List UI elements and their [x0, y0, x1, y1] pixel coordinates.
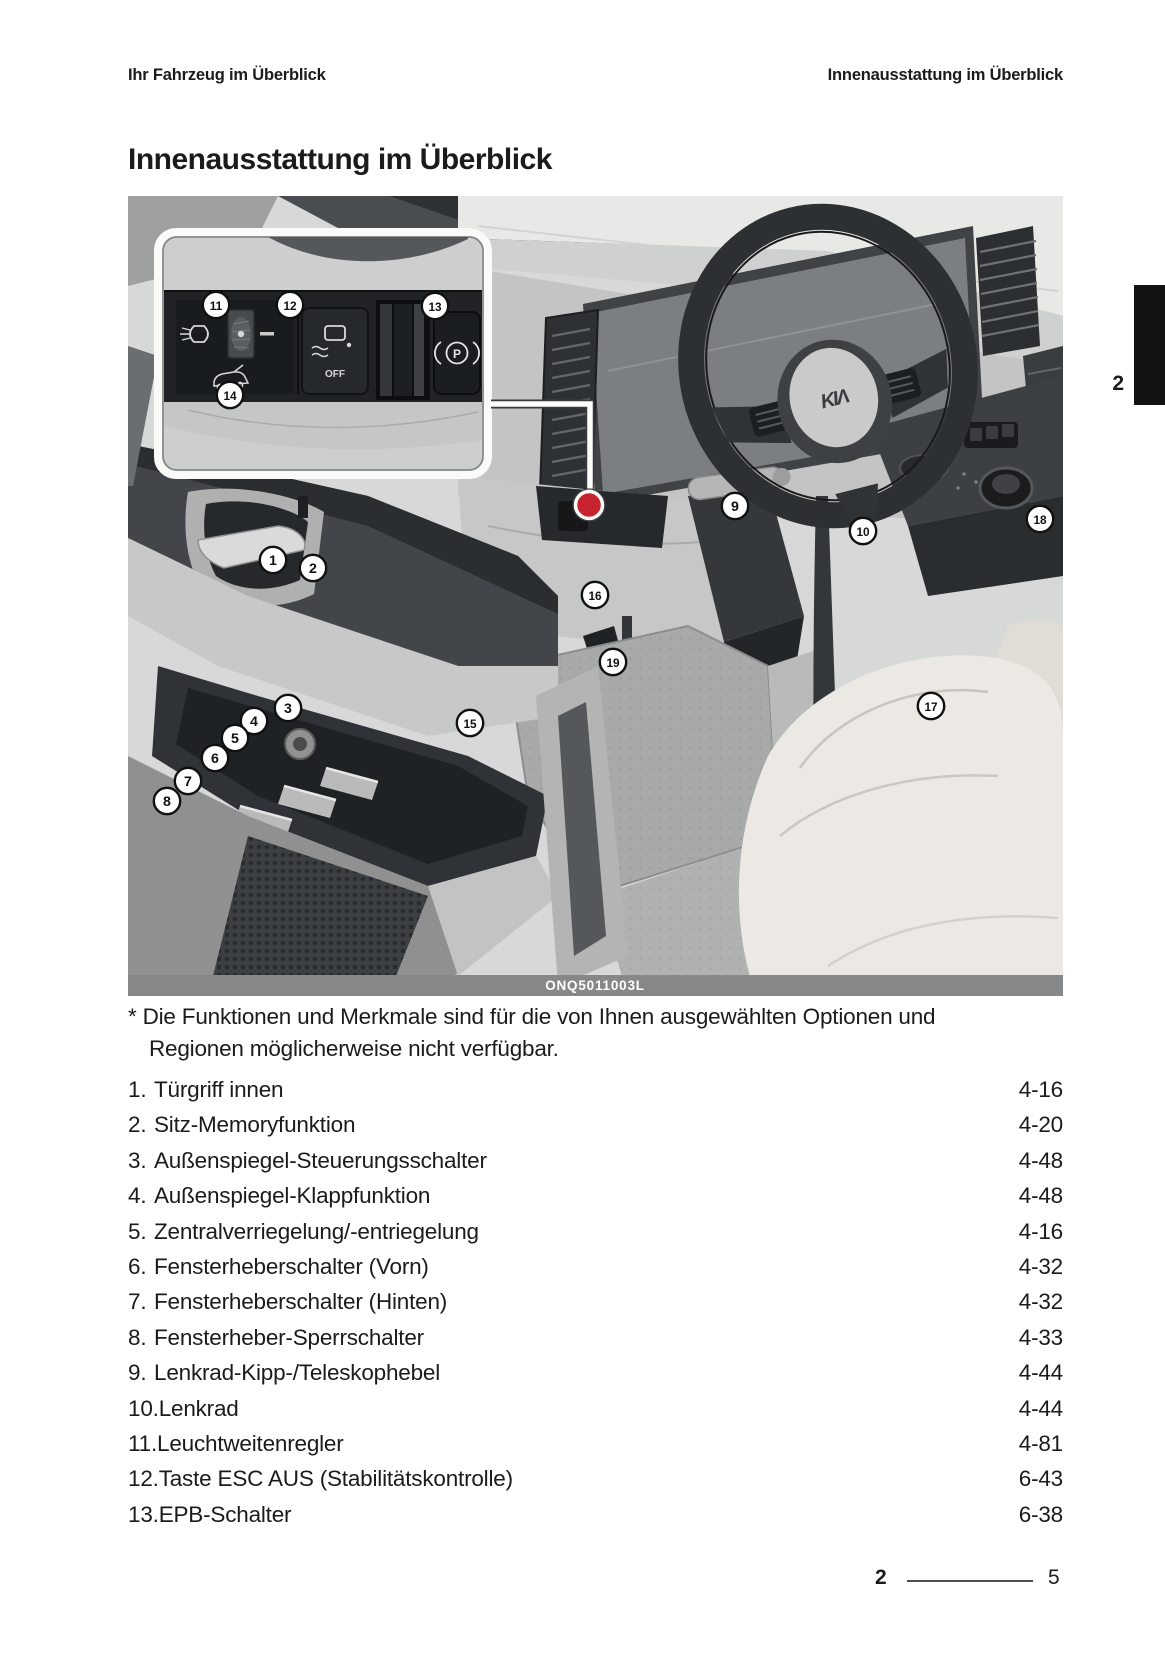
item-page-ref: 6-43	[1018, 1466, 1063, 1492]
list-item	[128, 1072, 1063, 1107]
chapter-tab	[1134, 285, 1165, 405]
svg-text:16: 16	[588, 588, 602, 603]
callout-11	[203, 292, 229, 318]
callout-3	[275, 695, 301, 721]
item-page-ref: 6-38	[1018, 1501, 1063, 1527]
item-number: 3.	[128, 1147, 147, 1173]
item-number: 4.	[128, 1183, 147, 1209]
item-label: Sitz-Memoryfunktion	[154, 1112, 356, 1138]
item-label: Türgriff innen	[154, 1077, 284, 1102]
item-page-ref: 4-32	[1018, 1253, 1063, 1279]
panel-rocker-lever	[376, 300, 430, 400]
svg-text:10: 10	[856, 524, 870, 539]
item-number: 2.	[128, 1112, 147, 1138]
svg-text:19: 19	[606, 655, 620, 670]
list-item	[128, 1355, 1063, 1390]
callout-19	[600, 649, 626, 675]
esc-off-button	[302, 308, 368, 394]
svg-text:6: 6	[211, 750, 219, 767]
callout-8	[154, 788, 180, 814]
figure-caption: ONQ5011003L	[545, 978, 645, 993]
svg-text:5: 5	[231, 730, 239, 747]
item-label: EPB-Schalter	[158, 1501, 292, 1527]
running-header-right: Innenausstattung im Überblick	[827, 66, 1063, 84]
item-number: 9.	[128, 1360, 147, 1386]
esc-off-label: OFF	[325, 369, 345, 380]
inset-switch-panel	[155, 229, 491, 478]
svg-text:14: 14	[223, 388, 237, 403]
list-item	[128, 1143, 1063, 1178]
item-page-ref: 4-16	[1018, 1218, 1063, 1244]
item-page-ref: 4-48	[1018, 1147, 1063, 1173]
callout-7	[175, 768, 201, 794]
list-item	[128, 1426, 1063, 1461]
svg-text:2: 2	[309, 560, 317, 577]
callout-17	[918, 693, 944, 719]
item-label: Fensterheber-Sperrschalter	[154, 1324, 424, 1350]
callout-10	[850, 518, 876, 544]
epb-label: P	[452, 347, 462, 361]
callout-12	[277, 292, 303, 318]
item-number: 10.	[128, 1395, 159, 1421]
footer-page: 5	[1048, 1566, 1060, 1589]
list-item	[128, 1497, 1063, 1532]
svg-text:4: 4	[250, 713, 258, 730]
item-label: Fensterheberschalter (Vorn)	[154, 1253, 429, 1279]
interior-overview-figure	[128, 196, 1063, 996]
svg-text:8: 8	[163, 793, 171, 810]
item-page-ref: 4-44	[1018, 1360, 1063, 1386]
footnote-line2: Regionen möglicherweise nicht verfügbar.	[149, 1036, 559, 1061]
item-label: Lenkrad	[158, 1395, 239, 1421]
interior-illustration	[128, 196, 1063, 996]
item-page-ref: 4-32	[1018, 1289, 1063, 1315]
callout-2	[300, 555, 326, 581]
item-number: 13.	[128, 1501, 159, 1527]
footer-chapter: 2	[875, 1566, 887, 1589]
callout-15	[457, 710, 483, 736]
svg-text:11: 11	[209, 298, 223, 313]
item-label: Leuchtweitenregler	[157, 1430, 344, 1456]
item-number: 6.	[128, 1253, 147, 1279]
item-label: Lenkrad-Kipp-/Teleskophebel	[154, 1360, 441, 1386]
footnote	[128, 1001, 1063, 1065]
item-page-ref: 4-20	[1018, 1112, 1063, 1138]
component-list	[128, 1072, 1063, 1532]
callout-18	[1027, 506, 1053, 532]
callout-14	[217, 382, 243, 408]
item-label: Zentralverriegelung/-entriegelung	[154, 1218, 479, 1244]
item-label: Fensterheberschalter (Hinten)	[154, 1289, 448, 1315]
item-number: 11.	[128, 1430, 158, 1456]
footnote-line1: * Die Funktionen und Merkmale sind für die von Ihnen ausgewählten Optionen und	[128, 1004, 936, 1029]
red-locator-dot	[576, 492, 603, 519]
item-label: Außenspiegel-Klappfunktion	[154, 1183, 431, 1209]
callout-9	[722, 493, 748, 519]
callout-6	[202, 745, 228, 771]
running-header	[128, 66, 1063, 85]
chapter-tab-number: 2	[1112, 372, 1124, 395]
callout-16	[582, 582, 608, 608]
svg-text:9: 9	[731, 498, 739, 515]
list-item	[128, 1249, 1063, 1284]
item-page-ref: 4-44	[1018, 1395, 1063, 1421]
svg-text:7: 7	[184, 773, 192, 790]
list-item	[128, 1320, 1063, 1355]
svg-text:15: 15	[463, 716, 477, 731]
kia-logo: KIΛ	[818, 385, 851, 414]
item-number: 5.	[128, 1218, 147, 1244]
svg-text:13: 13	[428, 299, 442, 314]
callout-1	[260, 547, 286, 573]
list-item	[128, 1214, 1063, 1249]
list-item	[128, 1461, 1063, 1496]
running-header-left: Ihr Fahrzeug im Überblick	[128, 66, 326, 84]
item-page-ref: 4-81	[1018, 1430, 1063, 1456]
callout-13	[422, 293, 448, 319]
list-item	[128, 1178, 1063, 1213]
callout-5	[222, 725, 248, 751]
list-item	[128, 1284, 1063, 1319]
item-label: Taste ESC AUS (Stabilitätskontrolle)	[158, 1466, 513, 1492]
epb-button	[434, 312, 480, 394]
list-item	[128, 1391, 1063, 1426]
item-page-ref: 4-33	[1018, 1324, 1063, 1350]
item-page-ref: 4-48	[1018, 1183, 1063, 1209]
svg-text:12: 12	[283, 298, 297, 313]
svg-text:18: 18	[1033, 512, 1047, 527]
list-item	[128, 1107, 1063, 1142]
svg-text:1: 1	[269, 552, 277, 569]
item-label: Außenspiegel-Steuerungsschalter	[154, 1147, 487, 1173]
figure-caption-bar	[128, 975, 1063, 996]
page-title: Innenausstattung im Überblick	[128, 143, 552, 176]
item-number: 12.	[128, 1466, 159, 1492]
svg-text:3: 3	[284, 700, 292, 717]
item-number: 1.	[128, 1077, 147, 1102]
door-lock-pin	[298, 496, 308, 518]
item-number: 7.	[128, 1289, 147, 1315]
item-number: 8.	[128, 1324, 147, 1350]
footnote-marker: *	[128, 1004, 137, 1029]
item-page-ref: 4-16	[1018, 1077, 1063, 1102]
svg-text:17: 17	[924, 699, 938, 714]
footer-divider	[907, 1580, 1033, 1582]
